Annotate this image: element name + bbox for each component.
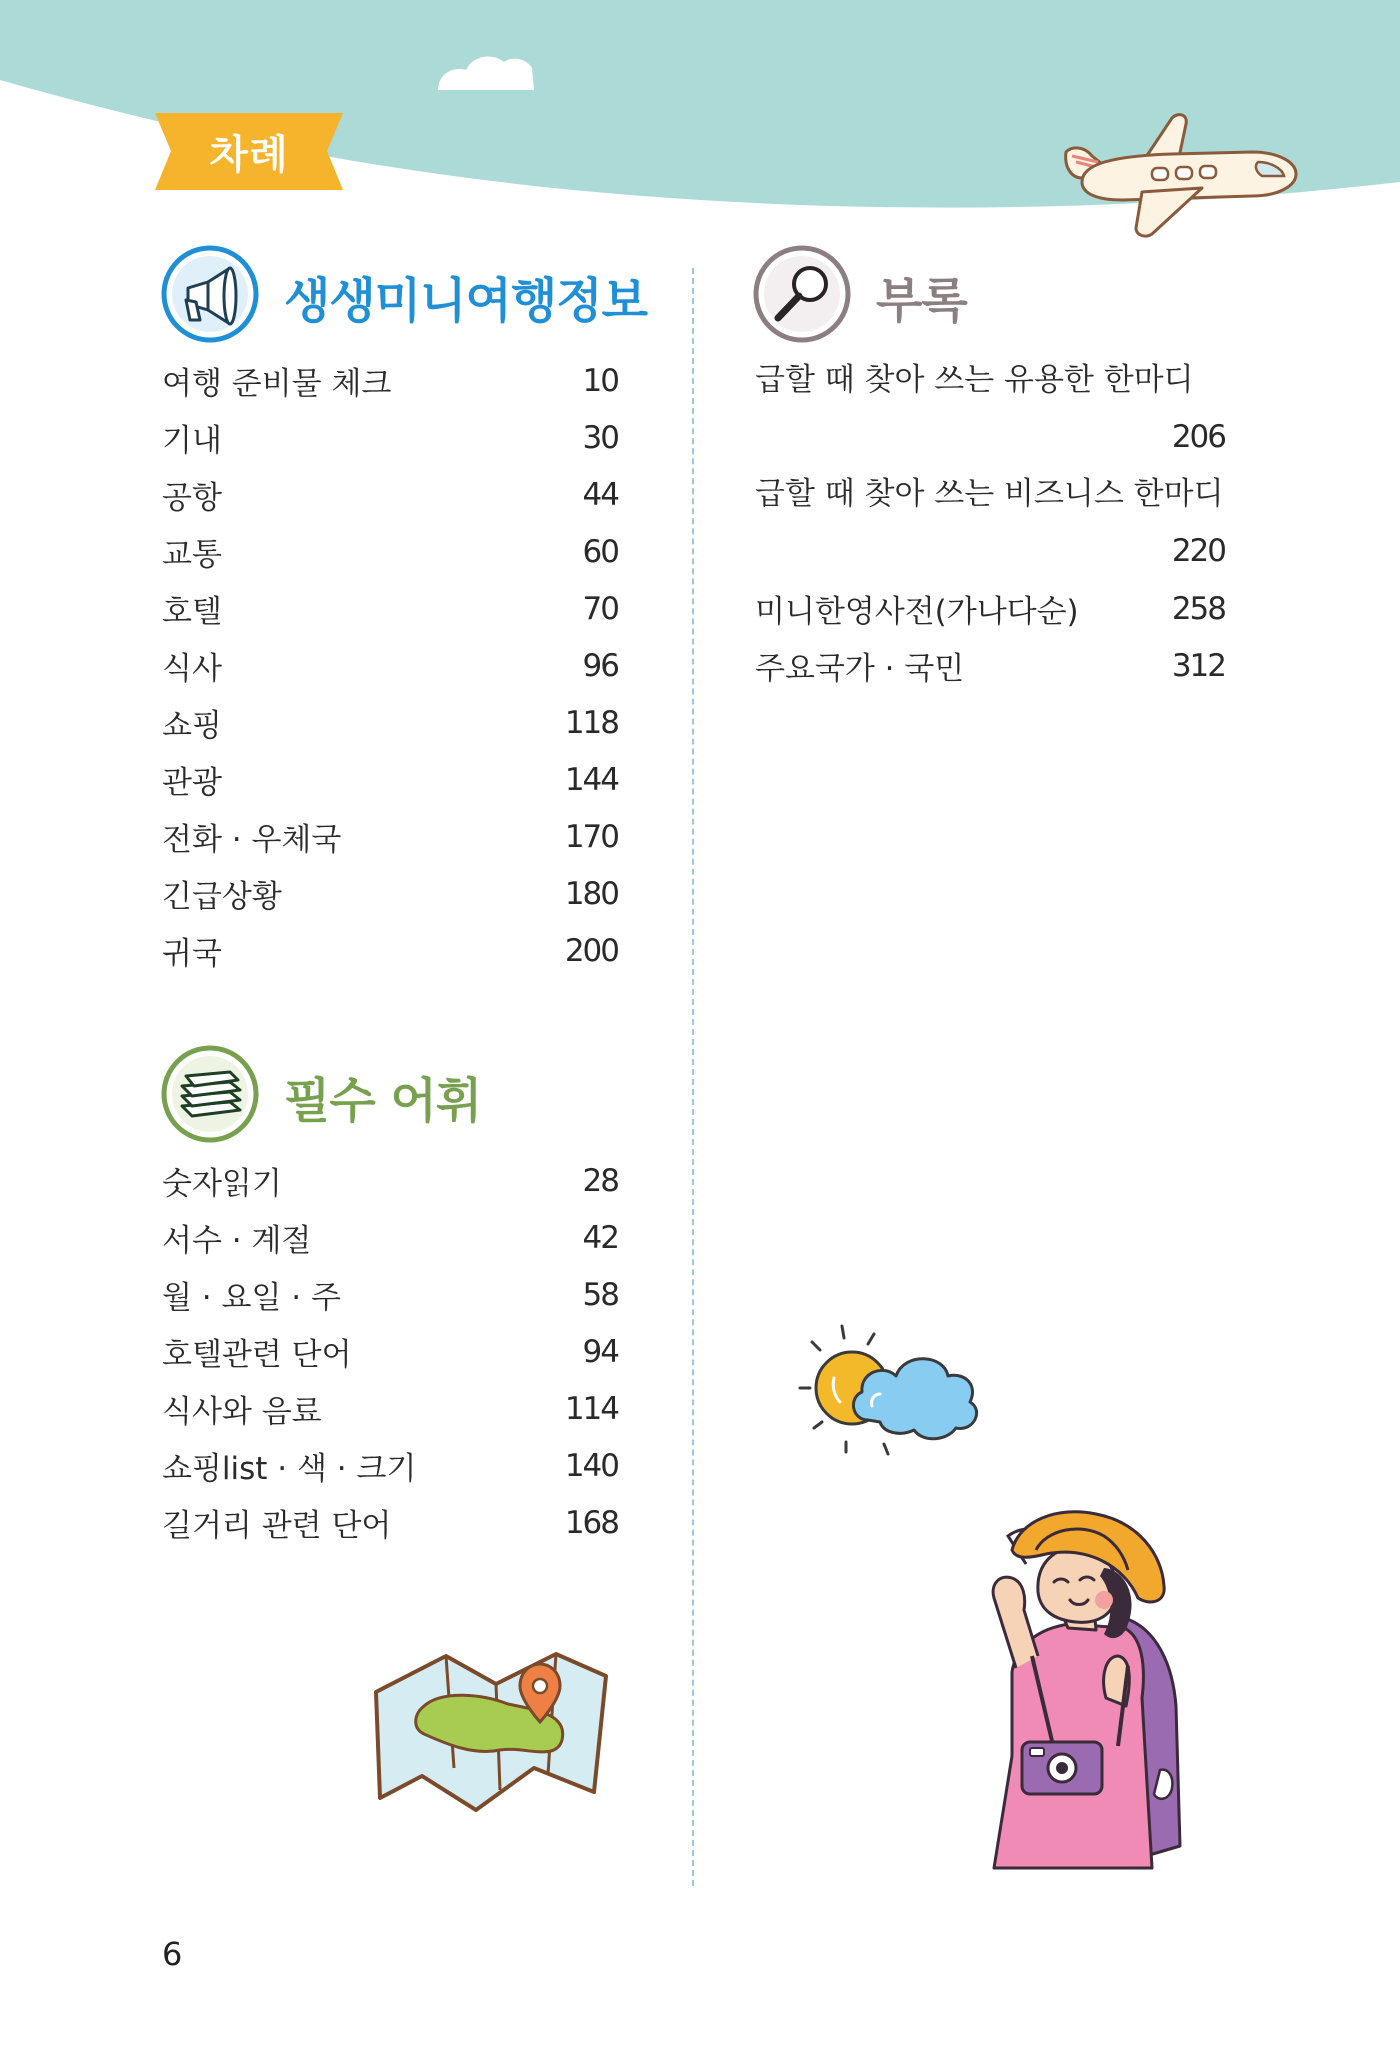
toc-item[interactable]: 서수 · 계절 42 xyxy=(162,1219,618,1259)
toc-item[interactable]: 급할 때 찾아 쓰는 유용한 한마디 206 xyxy=(755,362,1225,455)
airplane-icon xyxy=(1052,112,1302,238)
section-title-travel-info: 생생미니여행정보 xyxy=(284,273,647,329)
toc-item[interactable]: 주요국가 · 국민 312 xyxy=(755,647,1225,687)
toc-item[interactable]: 공항 44 xyxy=(162,476,618,516)
toc-item[interactable]: 교통 60 xyxy=(162,533,618,573)
books-icon xyxy=(160,1044,260,1144)
toc-item[interactable]: 미니한영사전(가나다순) 258 xyxy=(755,590,1225,630)
toc-item[interactable]: 귀국 200 xyxy=(162,932,618,972)
toc-item[interactable]: 숫자읽기 28 xyxy=(162,1162,618,1202)
toc-item[interactable]: 급할 때 찾아 쓰는 비즈니스 한마디 220 xyxy=(755,476,1225,569)
toc-item[interactable]: 호텔 70 xyxy=(162,590,618,630)
megaphone-icon xyxy=(160,244,260,344)
magnifier-icon xyxy=(752,244,852,344)
section-title-appendix: 부록 xyxy=(876,273,967,329)
toc-item[interactable]: 긴급상황 180 xyxy=(162,875,618,915)
toc-item[interactable]: 식사와 음료 114 xyxy=(162,1390,618,1430)
toc-item[interactable]: 기내 30 xyxy=(162,419,618,459)
traveler-icon xyxy=(928,1506,1208,1872)
toc-item[interactable]: 전화 · 우체국 170 xyxy=(162,818,618,858)
column-divider xyxy=(692,268,694,1886)
map-icon xyxy=(372,1644,610,1812)
toc-badge: 차례 xyxy=(209,132,289,178)
toc-item[interactable]: 쇼핑 118 xyxy=(162,704,618,744)
toc-item[interactable]: 관광 144 xyxy=(162,761,618,801)
toc-item[interactable]: 쇼핑list · 색 · 크기 140 xyxy=(162,1447,618,1487)
toc-item[interactable]: 호텔관련 단어 94 xyxy=(162,1333,618,1373)
section-title-vocabulary: 필수 어휘 xyxy=(284,1073,482,1129)
toc-item[interactable]: 여행 준비물 체크 10 xyxy=(162,362,618,402)
toc-list-appendix xyxy=(755,352,1225,694)
toc-list-travel-info xyxy=(162,352,618,979)
toc-list-vocabulary xyxy=(162,1152,618,1551)
toc-item[interactable]: 월 · 요일 · 주 58 xyxy=(162,1276,618,1316)
sun-cloud-icon xyxy=(798,1324,1008,1460)
page-number: 6 xyxy=(162,1935,183,1973)
toc-item[interactable]: 식사 96 xyxy=(162,647,618,687)
toc-item[interactable]: 길거리 관련 단어 168 xyxy=(162,1504,618,1544)
